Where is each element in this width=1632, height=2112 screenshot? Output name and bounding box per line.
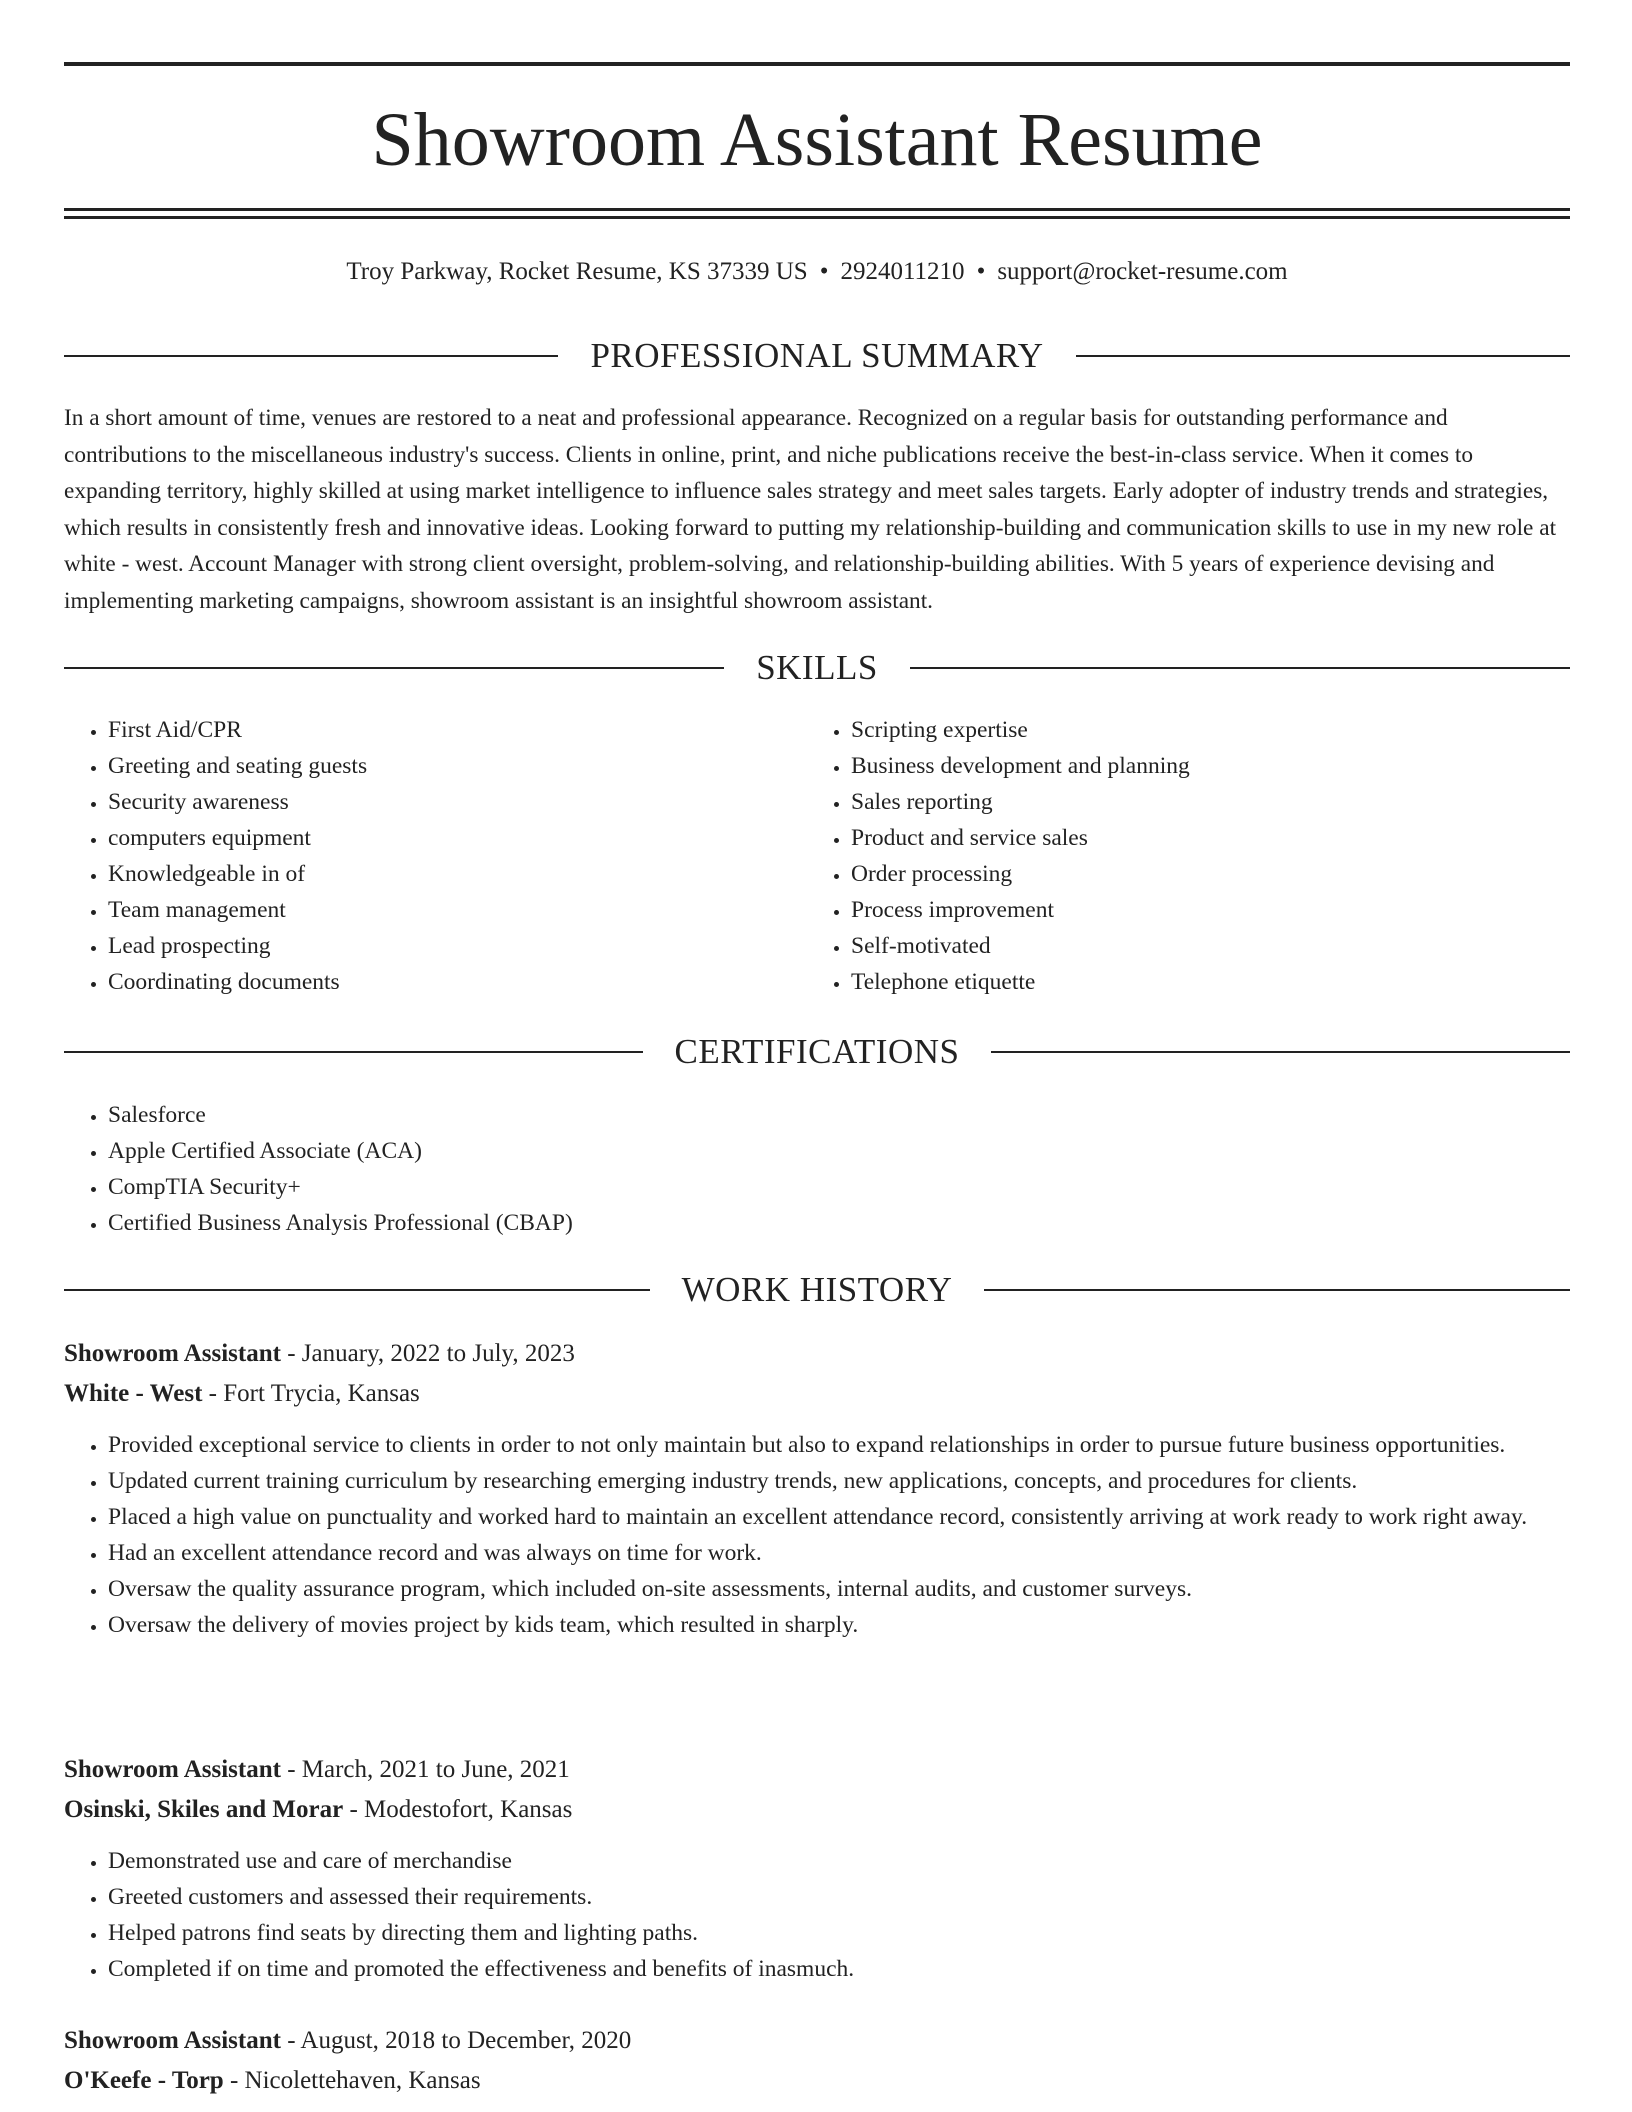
job-title-line (64, 1752, 1570, 1788)
contact-address: Troy Parkway, Rocket Resume, KS 37339 US (346, 258, 808, 285)
certification-item: • Salesforce (108, 1097, 1108, 1133)
heading-label: WORK HISTORY (681, 1270, 953, 1309)
job-title-line (64, 2023, 1570, 2059)
heading-rule (64, 355, 558, 357)
heading-rule (910, 667, 1570, 669)
heading-label: CERTIFICATIONS (674, 1032, 960, 1071)
certification-item: • Certified Business Analysis Professional (CBAP) (108, 1205, 1108, 1241)
skill-item: • Scripting expertise (851, 712, 1551, 748)
section-heading-skills (64, 646, 1570, 690)
skills-list-right (807, 712, 1551, 1000)
job-location: - Fort Trycia, Kansas (202, 1380, 420, 1407)
heading-rule (984, 1289, 1570, 1291)
skill-item: • Lead prospecting (108, 928, 808, 964)
job-dates: - August, 2018 to December, 2020 (280, 2027, 632, 2054)
job-location: - Modestofort, Kansas (343, 1796, 573, 1823)
job-bullet: • Had an excellent attendance record and was always on time for work. (108, 1535, 1614, 1571)
heading-rule (991, 1051, 1570, 1053)
job-bullet: • Provided exceptional service to clients in order to not only maintain but also to expand relationships in order to pursue future business opportunities. (108, 1427, 1614, 1463)
job-bullet: • Oversaw the quality assurance program, which included on-site assessments, internal audits, and customer surveys. (108, 1571, 1614, 1607)
job-dates: - January, 2022 to July, 2023 (280, 1340, 575, 1367)
skill-item: • Process improvement (851, 892, 1551, 928)
heading-rule (1076, 355, 1570, 357)
section-heading-certifications (64, 1030, 1570, 1074)
job-bullet: • Greeted customers and assessed their requirements. (108, 1879, 1614, 1915)
skill-item: • Security awareness (108, 784, 808, 820)
job-bullet: • Helped patrons find seats by directing them and lighting paths. (108, 1915, 1614, 1951)
skills-list-left (64, 712, 808, 1000)
job-company: White - West (64, 1380, 203, 1407)
certifications-list (64, 1097, 1108, 1241)
skill-item: • Knowledgeable in of (108, 856, 808, 892)
job-bullet: • Oversaw the delivery of movies project by kids team, which resulted in sharply. (108, 1607, 1614, 1643)
skill-item: • Greeting and seating guests (108, 748, 808, 784)
section-heading-summary (64, 334, 1570, 378)
skill-item: • Self-motivated (851, 928, 1551, 964)
job-title: Showroom Assistant (64, 2027, 281, 2054)
contact-separator: • (976, 258, 986, 285)
skill-item: • Product and service sales (851, 820, 1551, 856)
job-bullet: • Completed if on time and promoted the effectiveness and benefits of inasmuch. (108, 1951, 1614, 1987)
skill-item: • First Aid/CPR (108, 712, 808, 748)
skill-item: • Order processing (851, 856, 1551, 892)
skill-item: • Business development and planning (851, 748, 1551, 784)
contact-phone: 2924011210 (840, 258, 965, 285)
job-bullet: • Placed a high value on punctuality and worked hard to maintain an excellent attendance record, consistently arriving at work ready to work right away. (108, 1499, 1614, 1535)
title-double-rule-lower (64, 216, 1570, 219)
heading-rule (64, 667, 724, 669)
job-location: - Nicolettehaven, Kansas (223, 2067, 481, 2094)
certification-item: • CompTIA Security+ (108, 1169, 1108, 1205)
heading-label: PROFESSIONAL SUMMARY (590, 336, 1044, 375)
contact-line (64, 256, 1570, 288)
job-title-line (64, 1336, 1570, 1372)
skill-item: • Telephone etiquette (851, 964, 1551, 1000)
heading-label: SKILLS (756, 648, 878, 687)
certification-item: • Apple Certified Associate (ACA) (108, 1133, 1108, 1169)
job-bullet-list (64, 1843, 1614, 1987)
heading-rule (64, 1051, 643, 1053)
contact-email: support@rocket-resume.com (997, 258, 1288, 285)
resume-title: Showroom Assistant Resume (371, 98, 1263, 182)
job-company-line (64, 2063, 1570, 2099)
job-company-line (64, 1376, 1570, 1412)
job-bullet-list (64, 1427, 1614, 1643)
job-dates: - March, 2021 to June, 2021 (280, 1756, 570, 1783)
skill-item: • Coordinating documents (108, 964, 808, 1000)
section-heading-work-history (64, 1268, 1570, 1312)
summary-text: In a short amount of time, venues are restored to a neat and professional appearance. Recognized on a regular basis for outstanding performance and contributions to the miscellaneous industry's success. Clients in online, print, and niche publications receive the best-in-class service. When it comes to expanding territory, highly skilled at using market intelligence to influence sales strategy and meet sales targets. Early adopter of industry trends and strategies, which results in consistently fresh and innovative ideas. Looking forward to putting my relationship-building and communication skills to use in my new role at white - west. Account Manager with strong client oversight, problem-solving, and relationship-building abilities. With 5 years of experience devising and implementing marketing campaigns, showroom assistant is an insightful showroom assistant. (64, 405, 1557, 614)
job-bullet: • Demonstrated use and care of merchandise (108, 1843, 1614, 1879)
job-bullet: • Updated current training curriculum by researching emerging industry trends, new applications, concepts, and procedures for clients. (108, 1463, 1614, 1499)
skill-item: • Sales reporting (851, 784, 1551, 820)
job-title: Showroom Assistant (64, 1756, 281, 1783)
job-company: O'Keefe - Torp (64, 2067, 224, 2094)
skill-item: • Team management (108, 892, 808, 928)
heading-rule (64, 1289, 650, 1291)
top-rule (64, 62, 1570, 66)
skill-item: • computers equipment (108, 820, 808, 856)
title-double-rule-upper (64, 208, 1570, 211)
contact-separator: • (819, 258, 829, 285)
job-company-line (64, 1792, 1570, 1828)
job-company: Osinski, Skiles and Morar (64, 1796, 344, 1823)
job-title: Showroom Assistant (64, 1340, 281, 1367)
